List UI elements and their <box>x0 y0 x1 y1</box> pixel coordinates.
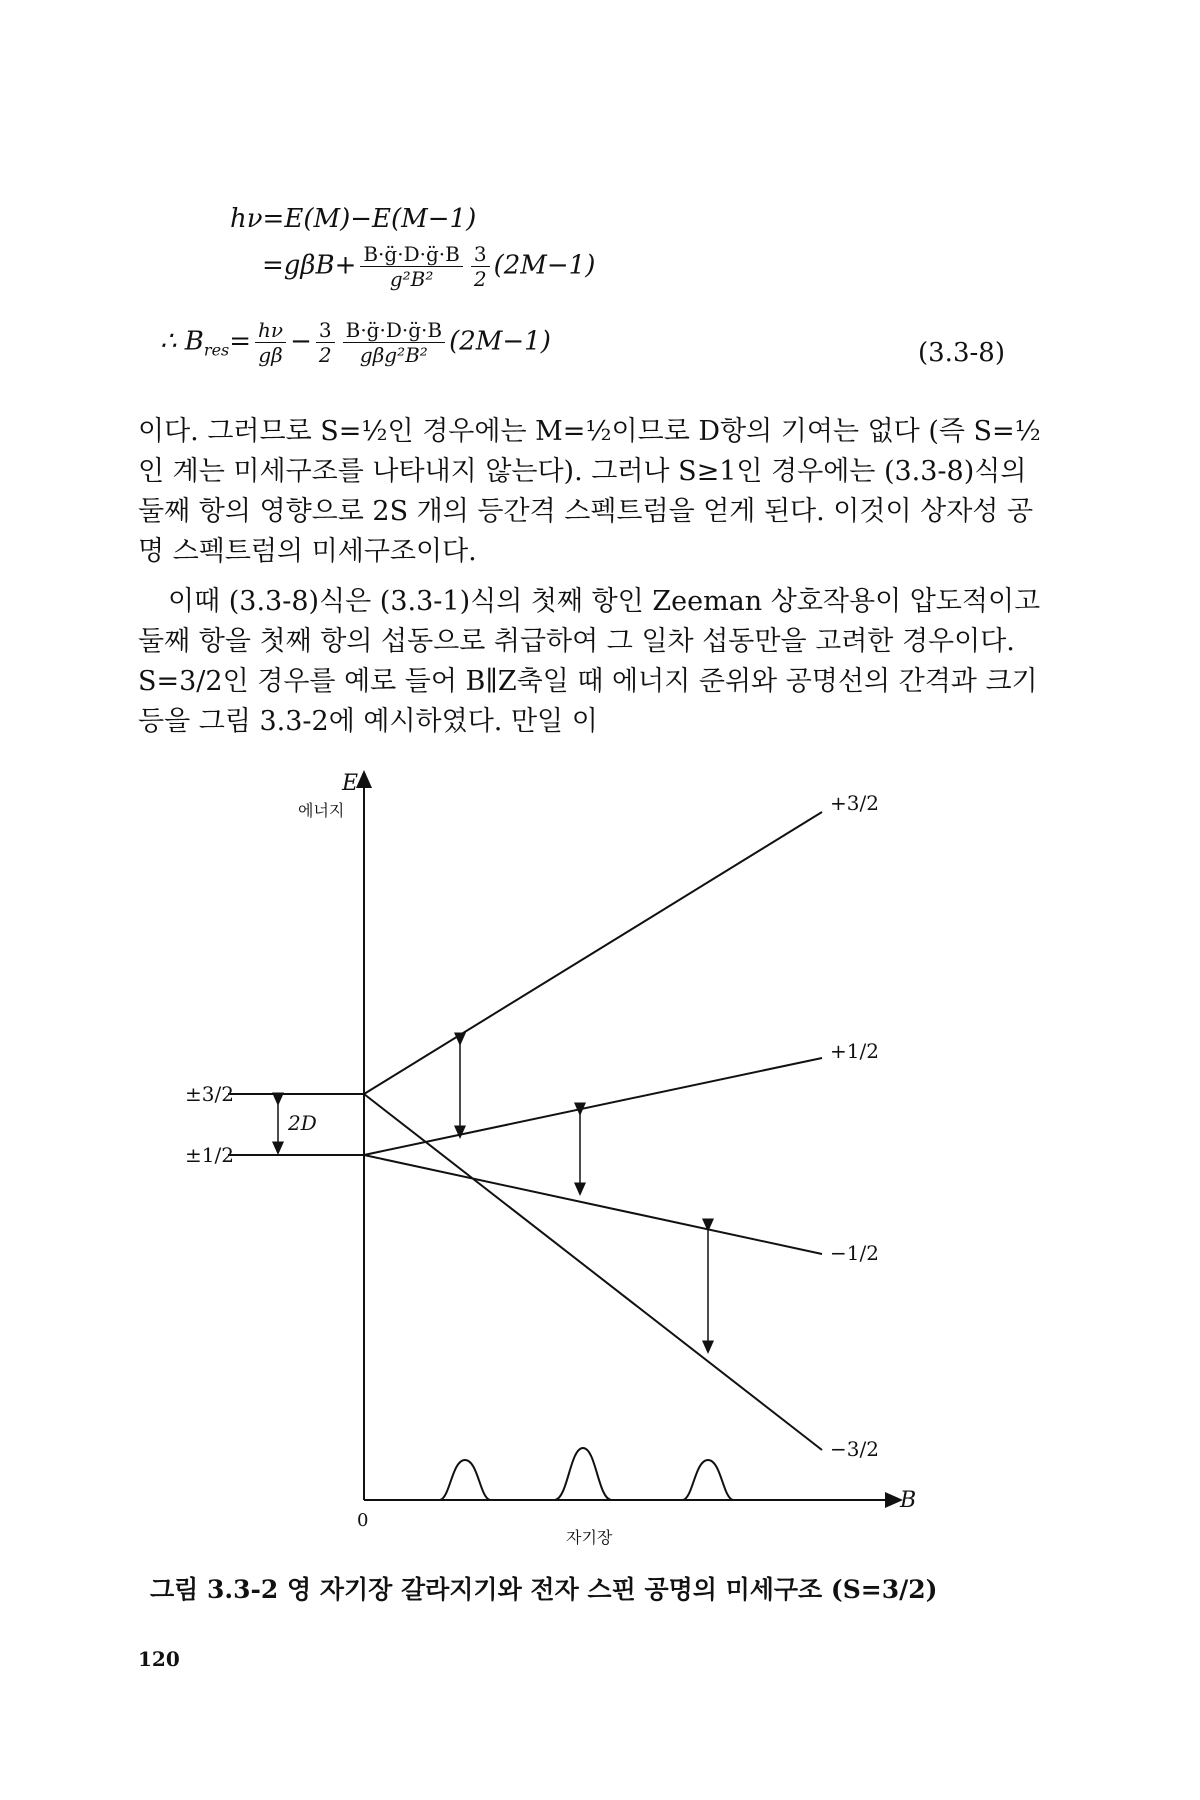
line-minus-three-halves <box>364 1094 822 1450</box>
equation-line-1: hν=E(M)−E(M−1) <box>230 204 477 234</box>
figure-caption: 그림 3.3-2 영 자기장 갈라지기와 전자 스핀 공명의 미세구조 (S=3/2) <box>150 1575 938 1604</box>
label-pm-one-half: ±1/2 <box>185 1143 234 1167</box>
resonance-peak-3 <box>683 1460 733 1500</box>
equation-line-2: =gβB+ $\frac{B\cdot g̈\cdot D\cdot g̈\cdot B}{\text{g²B²}}$ $\frac{3}{2}$ (2M−1) <box>262 242 596 291</box>
line-minus-one-half <box>364 1155 822 1254</box>
equation-line-3: ∴ $B_{res}=$ $\frac{h\nu}{g\beta}$ − $\frac{3}{2}$ $\frac{B\cdot g̈\cdot D\cdot g̈\cdot B}{\text{gβg²B²}}$ (2M−1) <box>160 318 551 367</box>
y-axis-sublabel: 에너지 <box>298 801 345 820</box>
label-minus-one-half: −1/2 <box>830 1241 879 1265</box>
origin-label: 0 <box>357 1510 369 1531</box>
page-number: 120 <box>138 1647 180 1671</box>
equation-number: (3.3-8) <box>918 338 1005 368</box>
label-minus-three-halves: −3/2 <box>830 1437 879 1461</box>
energy-level-figure <box>0 760 1200 1560</box>
y-axis-label: E <box>342 771 359 796</box>
label-plus-three-halves: +3/2 <box>830 791 879 815</box>
resonance-peak-1 <box>440 1460 490 1500</box>
line-plus-three-halves <box>364 812 822 1094</box>
line-plus-one-half <box>364 1058 822 1155</box>
zero-field-splitting-label: 2D <box>288 1111 317 1135</box>
label-pm-three-halves: ±3/2 <box>185 1082 234 1106</box>
x-axis-sublabel: 자기장 <box>566 1528 613 1547</box>
x-axis-label: B <box>900 1488 917 1513</box>
label-plus-one-half: +1/2 <box>830 1039 879 1063</box>
paragraph-1: 이다. 그러므로 S=½인 경우에는 M=½이므로 D항의 기여는 없다 (즉 S=½인 계는 미세구조를 나타내지 않는다). 그러나 S≥1인 경우에는 (3.3-8)식의 둘째 항의 영향으로 2S 개의 등간격 스펙트럼을 얻게 된다. 이것이 상자성 공명 스펙트럼의 미세구조이다. <box>138 416 1041 567</box>
resonance-peak-2 <box>555 1448 611 1500</box>
paragraph-2: 이때 (3.3-8)식은 (3.3-1)식의 첫째 항인 Zeeman 상호작용이 압도적이고 둘째 항을 첫째 항의 섭동으로 취급하여 그 일차 섭동만을 고려한 경우이다. S=3/2인 경우를 예로 들어 B∥Z축일 때 에너지 준위와 공명선의 간격과 크기 등을 그림 3.3-2에 예시하였다. 만일 이 <box>138 586 1049 737</box>
